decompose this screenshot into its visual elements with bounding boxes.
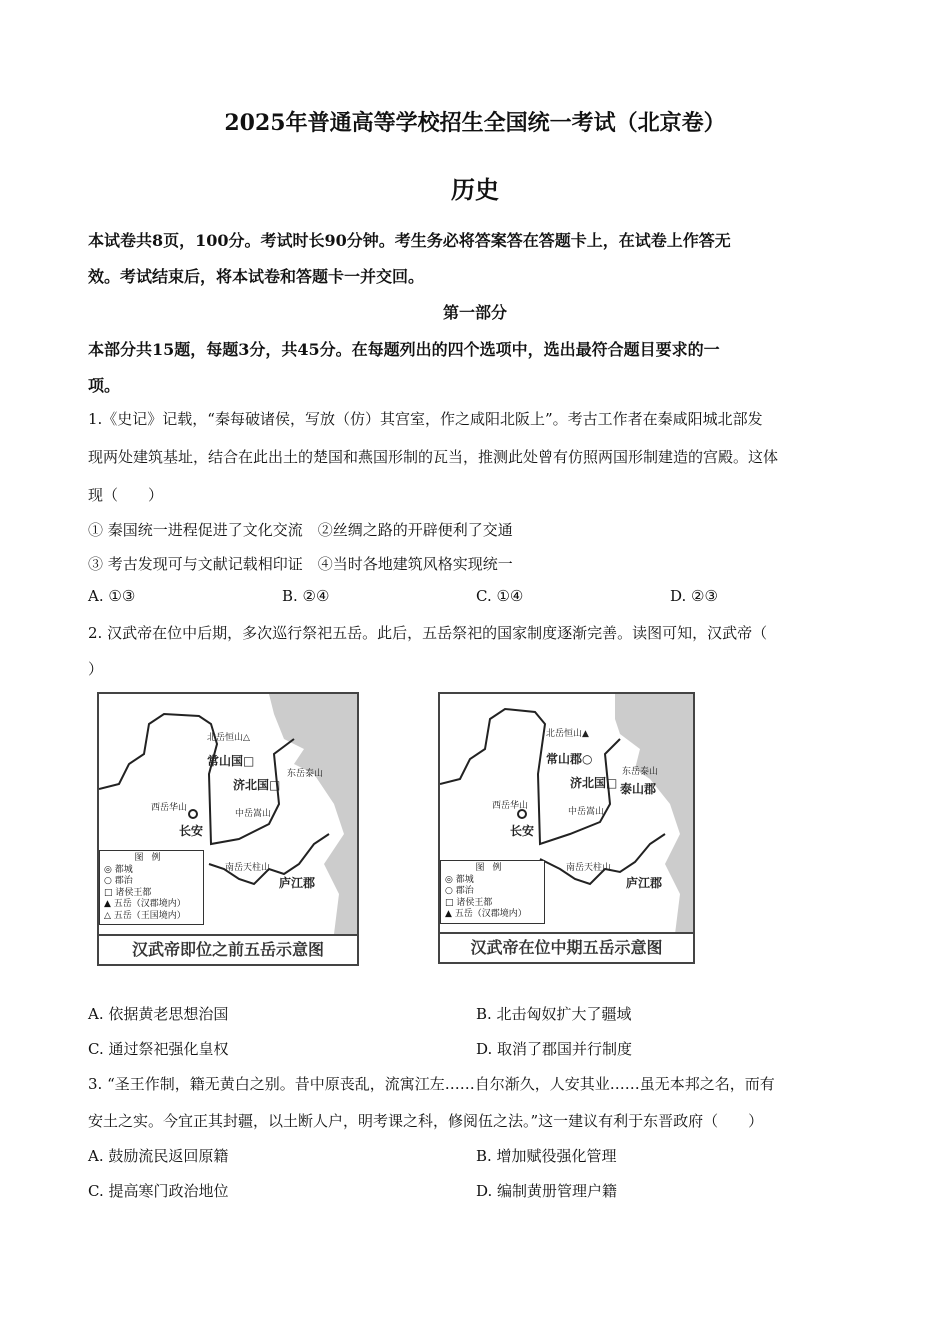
legend-item: □ 诸侯王都	[104, 887, 152, 898]
label-changan: 长安	[510, 824, 535, 838]
label-changshan: 常山国□	[207, 754, 255, 768]
map-legend	[99, 850, 204, 925]
map-legend	[440, 860, 545, 924]
q3-stem: 安土之实。今宜正其封疆，以土断人户，明考课之科，修阅伍之法。”这一建议有利于东晋政府（ ）	[88, 1112, 764, 1130]
label-lujiang: 庐江郡	[279, 876, 316, 890]
label-south-mountain: 南岳天柱山	[566, 863, 612, 873]
label-central-mountain: 中岳嵩山	[568, 807, 605, 817]
label-central-mountain: 中岳嵩山	[235, 809, 272, 819]
q2-option-a[interactable]: A. 依据黄老思想治国	[88, 1005, 229, 1023]
legend-item: ○ 郡治	[445, 886, 474, 896]
label-taishan-commandery: 泰山郡	[620, 782, 657, 796]
instructions-line: 效。考试结束后，将本试卷和答题卡一并交回。	[88, 267, 425, 286]
label-north-mountain: 北岳恒山△	[207, 733, 250, 743]
q1-stem: 现（ ）	[88, 486, 164, 504]
q1-option-d[interactable]: D. ②③	[670, 587, 718, 605]
q1-option-c[interactable]: C. ①④	[476, 587, 524, 605]
label-east-mountain: 东岳泰山	[622, 767, 659, 777]
q1-stem: 现两处建筑基址，结合在此出土的楚国和燕国形制的瓦当，推测此处曾有仿照两国形制建造的宫殿。这体	[88, 448, 779, 466]
label-north-mountain: 北岳恒山▲	[546, 729, 589, 739]
legend-item: △ 五岳（王国境内）	[104, 910, 186, 921]
part-desc: 本部分共15题，每题3分，共45分。在每题列出的四个选项中，选出最符合题目要求的一	[88, 340, 720, 359]
q1-statement: ③ 考古发现可与文献记载相印证 ④当时各地建筑风格实现统一	[88, 555, 513, 573]
legend-title: 图例	[475, 863, 510, 873]
q2-stem: 2. 汉武帝在位中后期，多次巡行祭祀五岳。此后，五岳祭祀的国家制度逐渐完善。读图可知，汉武帝（	[88, 624, 768, 642]
q3-option-d[interactable]: D. 编制黄册管理户籍	[476, 1182, 618, 1200]
map-caption: 汉武帝在位中期五岳示意图	[440, 932, 693, 962]
label-south-mountain: 南岳天柱山	[225, 863, 271, 873]
q1-statement: ① 秦国统一进程促进了文化交流 ②丝绸之路的开辟便利了交通	[88, 521, 513, 539]
q2-option-d[interactable]: D. 取消了郡国并行制度	[476, 1040, 633, 1058]
part-desc: 项。	[88, 376, 121, 395]
q3-stem: 3. “圣王作制，籍无黄白之别。昔中原丧乱，流寓江左……自尔渐久，人安其业……虽无本邦之名，而有	[88, 1075, 775, 1093]
q3-option-a[interactable]: A. 鼓励流民返回原籍	[88, 1147, 229, 1165]
legend-item: ▲ 五岳（汉郡境内）	[445, 909, 527, 919]
label-jibei: 济北国□	[570, 776, 618, 790]
q2-option-c[interactable]: C. 通过祭祀强化皇权	[88, 1040, 229, 1058]
label-east-mountain: 东岳泰山	[287, 769, 324, 779]
map-mid-reign	[438, 692, 695, 964]
label-west-mountain: 西岳华山	[492, 801, 529, 811]
label-lujiang: 庐江郡	[626, 876, 663, 890]
map-caption: 汉武帝即位之前五岳示意图	[99, 934, 357, 964]
q2-option-b[interactable]: B. 北击匈奴扩大了疆域	[476, 1005, 632, 1023]
instructions-line: 本试卷共8页，100分。考试时长90分钟。考生务必将答案答在答题卡上，在试卷上作答无	[88, 231, 731, 250]
subject-title: 历史	[451, 175, 499, 204]
label-changshan: 常山郡○	[546, 752, 593, 766]
label-west-mountain: 西岳华山	[151, 803, 188, 813]
legend-item: ◎ 都城	[445, 874, 474, 885]
q1-option-b[interactable]: B. ②④	[282, 587, 330, 605]
label-changan: 长安	[179, 824, 204, 838]
legend-item: □ 诸侯王都	[445, 897, 493, 908]
part-heading: 第一部分	[442, 303, 507, 322]
exam-title: 2025年普通高等学校招生全国统一考试（北京卷）	[224, 110, 726, 136]
legend-item: ◎ 都城	[104, 864, 133, 875]
label-jibei: 济北国□	[233, 778, 281, 792]
q1-option-a[interactable]: A. ①③	[88, 587, 136, 605]
map-before-accession	[97, 692, 359, 966]
q3-option-c[interactable]: C. 提高寒门政治地位	[88, 1182, 229, 1200]
legend-item: ▲ 五岳（汉郡境内）	[104, 899, 186, 909]
q1-stem: 1.《史记》记载，“秦每破诸侯，写放（仿）其宫室，作之咸阳北阪上”。考古工作者在秦咸阳城北部发	[88, 410, 763, 428]
legend-title: 图例	[134, 853, 169, 863]
legend-item: ○ 郡治	[104, 876, 133, 886]
q2-stem: ）	[88, 660, 104, 678]
q3-option-b[interactable]: B. 增加赋役强化管理	[476, 1147, 617, 1165]
